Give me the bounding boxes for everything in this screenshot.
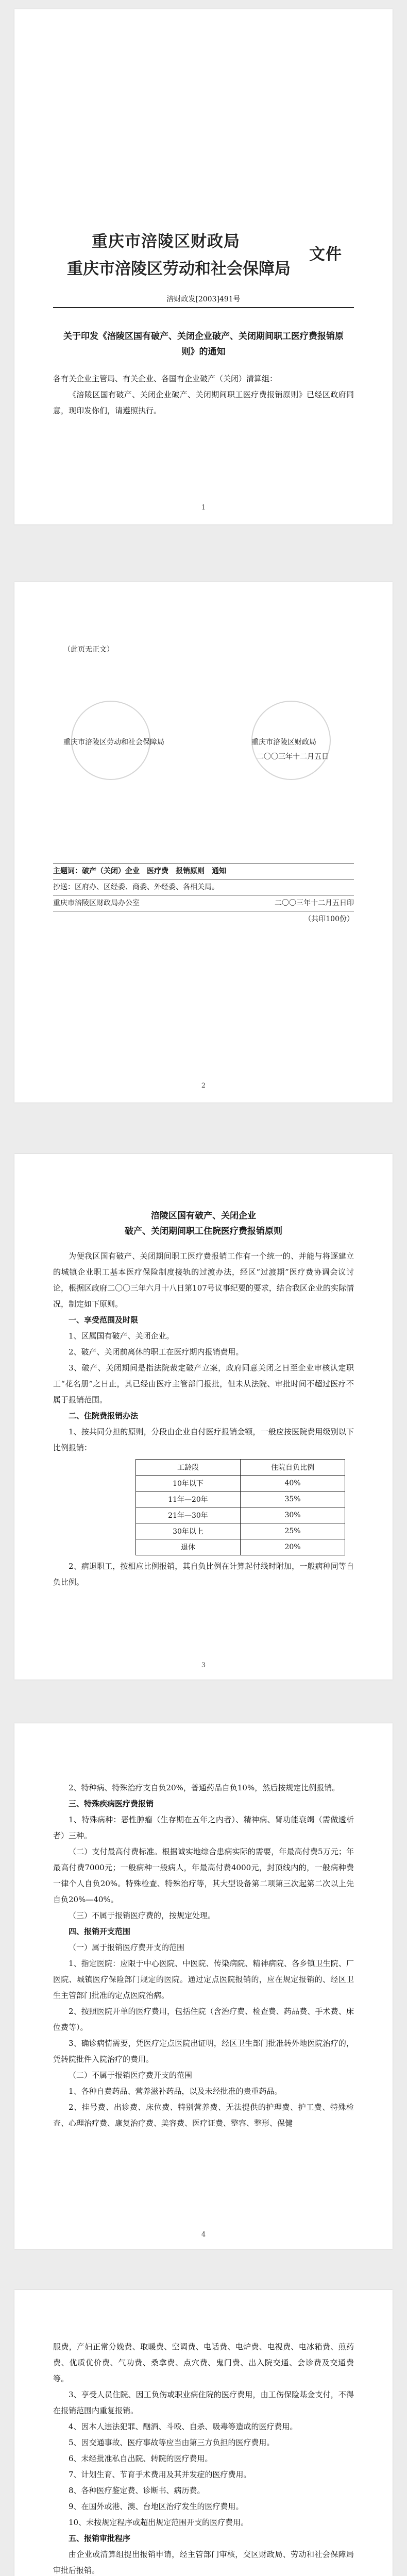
salutation: 各有关企业主管局、有关企业、各国有企业破产（关闭）清算组： [53, 374, 278, 383]
paragraph: 4、因本人违法犯罪、酗酒、斗殴、自杀、吸毒等造成的医疗费用。 [69, 2422, 298, 2431]
document-page-4 [14, 1723, 393, 2249]
paragraph: 3、破产、关闭期间是指法院裁定破产立案，政府同意关闭之日至企业审核认定职工“花名册”之日止，其已经由医疗主管部门报批，但未从法院、审批时间不超过医疗不属于报销范围。 [53, 1363, 354, 1404]
paragraph: 2、按照医院开单的医疗费用，包括住院（含治疗费、检查费、药品费、手术费、床位费等）。 [53, 2007, 354, 2032]
issuing-org-finance: 重庆市涪陵区财政局 [92, 232, 240, 250]
paragraph: 6、未经批准私自出院、转院的医疗费用。 [69, 2454, 213, 2463]
document-page-2 [14, 582, 393, 1103]
paragraph: 1、按共同分担的原则，分段由企业自付医疗报销金额，一般应按医院费用级别以下比例报销： [53, 1427, 354, 1452]
section-heading: 四、报销开支范围 [69, 1927, 131, 1936]
subject-label: 主题词： [53, 867, 82, 875]
cc-list: 区府办、区经委、商委、外经委、各相关局。 [75, 883, 219, 891]
paragraph: 3、确诊病情需要，凭医疗定点医院出证明，经区卫生部门批准转外地医院治疗的，凭转院批件入院治疗的费用。 [53, 2039, 354, 2064]
page-number: 3 [201, 1662, 206, 1669]
issuer-office: 重庆市涪陵区财政局办公室 [53, 899, 140, 907]
paragraph: 1、区属国有破产、关闭企业。 [69, 1331, 174, 1341]
cell: 20% [241, 1539, 345, 1555]
paragraph: 7、计划生育、节育手术费用及其并发症的医疗费用。 [69, 2470, 251, 2479]
section-heading: 三、特殊疾病医疗费报销 [69, 1799, 154, 1808]
paragraph: 由企业或清算组提出报销申请，经主管部门审核，交区财政局、劳动和社会保障局审批后报销。 [53, 2550, 354, 2575]
paragraph: 9、在国外或港、澳、台地区治疗发生的医疗费用。 [69, 2502, 244, 2511]
paragraph: 2、病退职工，按相应比例报销，其自负比例在计算起付线时附加，一般病种同等自负比例。 [53, 1562, 354, 1587]
paragraph: 2、破产、关闭前离休的职工在医疗期内报销费用。 [69, 1347, 244, 1357]
subject-words: 破产（关闭）企业 医疗费 报销原则 通知 [82, 867, 226, 875]
notice-body: 《涪陵区国有破产、关闭企业破产、关闭期间职工医疗费报销原则》已经区政府同意，现印发你们，请遵照执行。 [53, 390, 354, 415]
section-heading: 五、报销审批程序 [69, 2534, 131, 2543]
doc-type-label: 文件 [309, 245, 342, 263]
table-header-row [136, 1460, 345, 1476]
cc-row [14, 879, 393, 895]
paragraph: 1、特殊病种：恶性肿瘤（生存期在五年之内者）、精神病、肾功能衰竭（需做透析者）三种。 [53, 1815, 354, 1840]
signatory-labor: 重庆市涪陵区劳动和社会保障局 [63, 738, 164, 747]
rules-title-line-1: 涪陵区国有破产、关闭企业 [151, 1211, 256, 1221]
cell: 25% [241, 1523, 345, 1539]
subsection-heading: （一）属于报销医疗费开支的范围 [69, 1943, 185, 1952]
table-row [136, 1539, 345, 1555]
copies-count: （共印100份） [304, 915, 354, 923]
cell: 30% [241, 1507, 345, 1523]
subsection-heading: （二）不属于报销医疗费开支的范围 [69, 2071, 193, 2080]
table-row [136, 1476, 345, 1492]
table-row [136, 1507, 345, 1523]
section-heading: 二、住院费报销办法 [69, 1411, 139, 1420]
column-header: 住院自负比例 [241, 1460, 345, 1476]
cell: 11年—20年 [136, 1492, 241, 1507]
sign-date: 二〇〇三年十二月五日 [257, 753, 329, 761]
table-row [136, 1492, 345, 1507]
page-number: 1 [201, 504, 206, 512]
column-header: 工龄段 [136, 1460, 241, 1476]
paragraph: （三）不属于报销医疗费的，按规定处理。 [69, 1911, 216, 1920]
reimbursement-rate-table [135, 1459, 345, 1555]
page-number: 4 [201, 2231, 206, 2239]
rules-title-line-2: 破产、关闭期间职工住院医疗费报销原则 [125, 1226, 282, 1236]
subject-words-row [14, 863, 393, 879]
paragraph: （二）支付最高付费标准。根据诚实地综合患病实际的需要，年最高付费5万元；年最高付费7000元；一般病种一般病人，年最高付费4000元，封顶线内的，一般病种费一律个人自负20%。特殊检查、特殊治疗等，其大型设备第二项第三次起第二次以上先自负20%—40%。 [53, 1847, 354, 1904]
paragraph: 服费，产妇正常分娩费、取暖费、空调费、电话费、电炉费、电视费、电冰箱费、煎药费、优质优价费、气功费、桑拿费、点穴费、鬼门费、出入院交通、会诊费及交通费等。 [53, 2342, 354, 2383]
page-number: 2 [201, 1082, 206, 1090]
cell: 35% [241, 1492, 345, 1507]
cell: 退休 [136, 1539, 241, 1555]
issuing-org-labor: 重庆市涪陵区劳动和社会保障局 [67, 260, 291, 278]
signatory-finance: 重庆市涪陵区财政局 [251, 738, 316, 747]
document-number: 涪财政发[2003]491号 [166, 295, 241, 303]
cell: 30年以上 [136, 1523, 241, 1539]
document-page-1 [14, 9, 393, 524]
table-row [136, 1523, 345, 1539]
section-heading: 一、享受范围及时限 [69, 1315, 139, 1325]
cell: 21年—30年 [136, 1507, 241, 1523]
intro-paragraph: 为便我区国有破产、关闭期间职工医疗费报销工作有一个统一的、并能与将逐建立的城镇企业职工基本医疗保险制度接轨的过渡办法，经区“过渡期”医疗费协调会议讨论，根据区政府二〇〇三年六月十八日第107号议事纪要的要求，结合我区企业的实际情况，制定如下原则。 [53, 1251, 354, 1309]
paragraph: 5、因交通事故、医疗事故等应当由第三方负担的医疗费用。 [69, 2438, 275, 2447]
document-page-5 [14, 2290, 393, 2576]
cell: 40% [241, 1476, 345, 1492]
issue-row [14, 895, 393, 911]
document-page-3 [14, 1154, 393, 1680]
no-text-note: （此页无正文） [63, 646, 114, 654]
document-title: 关于印发《涪陵区国有破产、关闭企业破产、关闭期间职工医疗费报销原则》的通知 [63, 331, 344, 357]
issue-date: 二〇〇三年十二月五日印 [275, 899, 354, 907]
paragraph: 3、享受人员住院、因工负伤或职业病住院的医疗费用，由工伤保险基金支付，不得在报销范围内重复报销。 [53, 2390, 354, 2415]
paragraph: 1、指定医院：应限于中心医院、中医院、传染病院、精神病院、各乡镇卫生院、厂医院、城镇医疗保险部门规定的医院。通过定点医院报销的，应在规定报销的、经区卫生主管部门批准的定点医院治病。 [53, 1959, 354, 2000]
paragraph: 1、各种自费药品、营养滋补药品，以及未经批准的贵重药品。 [69, 2087, 282, 2096]
paragraph: 8、各种医疗鉴定费、诊断书、病历费。 [69, 2486, 205, 2495]
paragraph: 10、未按规定程序或超出规定范围开支的医疗费用。 [69, 2518, 249, 2527]
paragraph: 2、特种病、特殊治疗支自负20%，普通药品自负10%，然后按规定比例报销。 [69, 1783, 340, 1792]
cc-label: 抄送： [53, 883, 75, 891]
header-rule [53, 307, 354, 308]
paragraph: 2、挂号费、出诊费、床位费、特别营养费、无法提供的护理费、护工费、特殊检查、心理治疗费、康复治疗费、美容费、医疗证费、整容、整形、保健 [53, 2103, 354, 2128]
cell: 10年以下 [136, 1476, 241, 1492]
